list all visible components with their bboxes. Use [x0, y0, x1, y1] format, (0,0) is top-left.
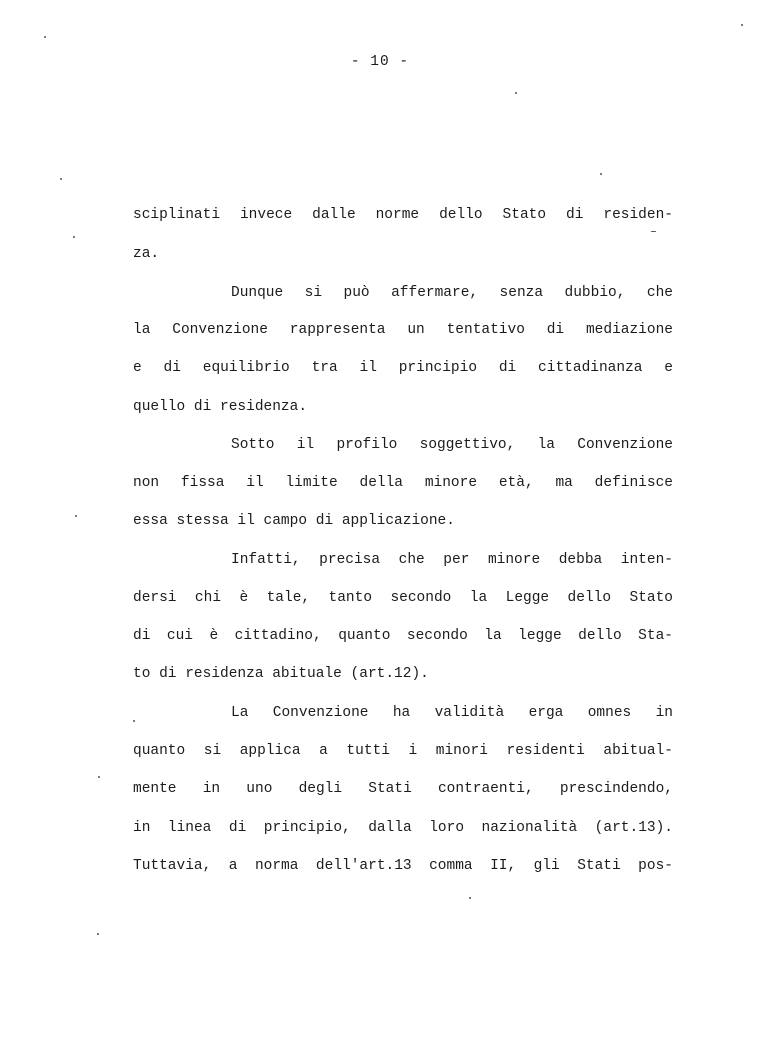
- text-line: Dunque si può affermare, senza dubbio, che: [231, 285, 673, 301]
- text-line: quello di residenza.: [133, 399, 308, 415]
- scan-speck: [73, 236, 75, 238]
- text-line: Infatti, precisa che per minore debba inten-: [231, 552, 673, 568]
- text-line: dersi chi è tale, tanto secondo la Legge dello Stato: [133, 590, 673, 606]
- text-line: sciplinati invece dalle norme dello Stato di residen-: [133, 207, 673, 223]
- scan-speck: [75, 515, 77, 517]
- text-line: la Convenzione rappresenta un tentativo di mediazione: [133, 322, 673, 338]
- text-line: quanto si applica a tutti i minori residenti abitual-: [133, 743, 673, 759]
- scan-speck: [60, 178, 62, 180]
- text-line: e di equilibrio tra il principio di cittadinanza e: [133, 360, 673, 376]
- scan-speck: [741, 24, 743, 26]
- scan-speck: [97, 933, 99, 935]
- text-line: di cui è cittadino, quanto secondo la legge dello Sta-: [133, 628, 673, 644]
- page-number: - 10 -: [350, 54, 410, 70]
- text-line: in linea di principio, dalla loro nazionalità (art.13).: [133, 820, 673, 836]
- text-line: to di residenza abituale (art.12).: [133, 666, 429, 682]
- scan-speck: [651, 231, 656, 232]
- scan-speck: [44, 36, 46, 38]
- text-line: essa stessa il campo di applicazione.: [133, 513, 455, 529]
- scan-speck: [600, 173, 602, 175]
- scan-speck: [515, 92, 517, 94]
- text-line: za.: [133, 246, 160, 262]
- text-line: Sotto il profilo soggettivo, la Convenzione: [231, 437, 673, 453]
- text-line: La Convenzione ha validità erga omnes in: [231, 705, 673, 721]
- scan-speck: [133, 720, 135, 722]
- text-line: mente in uno degli Stati contraenti, prescindendo,: [133, 781, 673, 797]
- text-line: non fissa il limite della minore età, ma definisce: [133, 475, 673, 491]
- text-line: Tuttavia, a norma dell'art.13 comma II, gli Stati pos-: [133, 858, 673, 874]
- scan-speck: [98, 776, 100, 778]
- scan-speck: [469, 897, 471, 899]
